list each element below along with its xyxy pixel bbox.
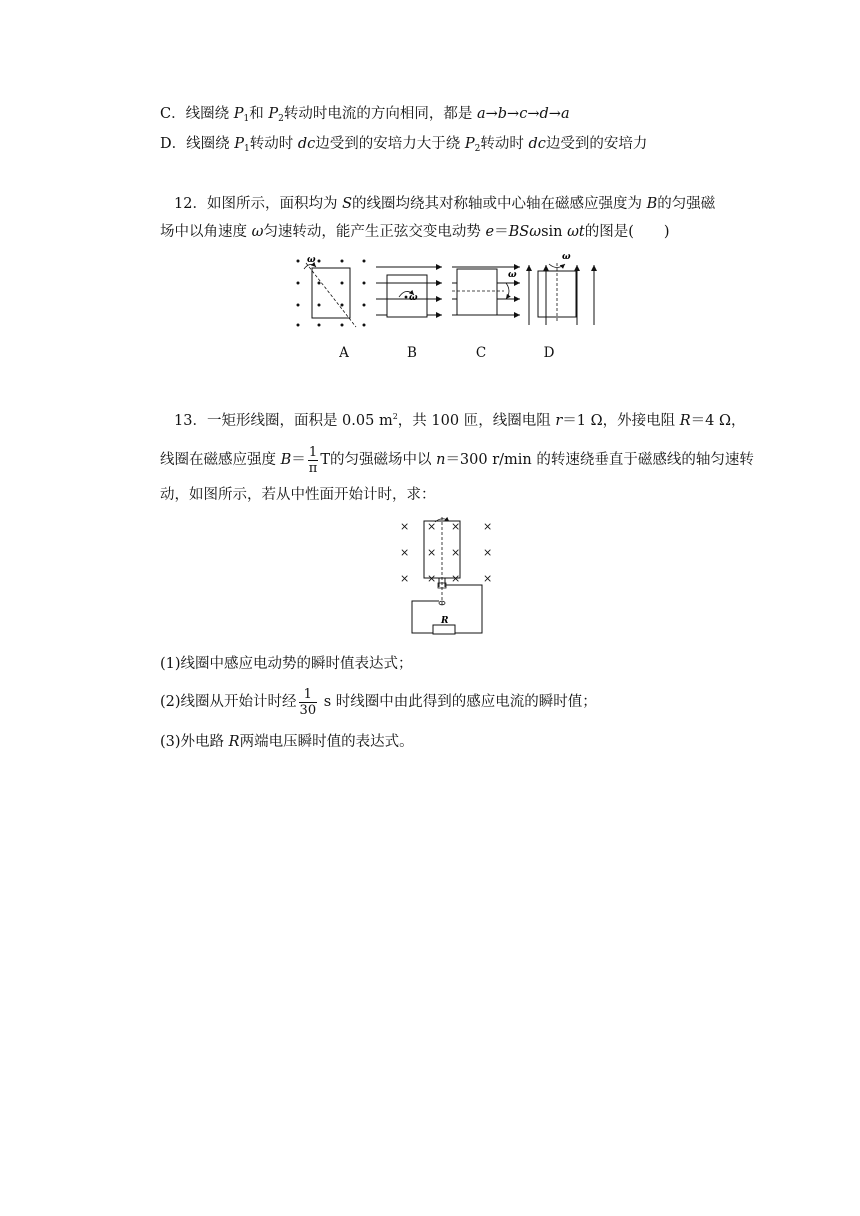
omega-label: ω [508,270,517,280]
diagram-a [297,255,366,327]
q12-text: 的图是( [584,224,634,240]
option-c-mid: 和 [249,106,269,122]
p1-subscript: 1 [244,144,250,154]
diagram-d [529,253,594,325]
q13-text: ＝1 Ω，外接电阻 [562,413,680,429]
path-a: a [476,106,486,122]
q13-sub-2 [160,682,597,722]
symbol-n: n [436,452,446,468]
formula-omega-t: ωt [567,224,585,240]
q13-text: 线圈在磁感应强度 [160,452,281,468]
q13-text: s 时线圈中由此得到的感应电流的瞬时值； [319,694,597,710]
path-d: d [539,106,549,122]
q13-text: (2)线圈从开始计时经 [160,694,297,710]
q13-text: ，共 100 匝，线圈电阻 [397,413,556,429]
field-cross: × [427,520,437,533]
omega-label: ω [307,255,316,265]
symbol-R: R [228,734,240,750]
dc-symbol: dc [297,136,316,152]
q12-line-2 [160,222,670,242]
option-d-text-1: 转动时 [249,136,298,152]
symbol-omega: ω [251,224,264,240]
fraction-numerator: 1 [308,444,318,460]
path-end: a [560,106,570,122]
field-cross: × [400,520,410,533]
diagram-c [452,267,520,315]
p2-symbol: P [464,136,475,152]
arrow-icon: → [548,106,561,122]
omega-label: ω [409,293,418,303]
field-cross: × [427,546,437,559]
diagram-b [376,267,442,317]
resistor-label: R [441,616,449,626]
dc-symbol: dc [528,136,546,152]
figure-label-b: B [407,345,417,361]
unit-tesla: T [320,452,330,468]
formula-bs-omega: BSω [508,224,542,240]
arrow-icon: → [527,106,540,122]
symbol-b: B [280,452,292,468]
q13-text: 13．一矩形线圈，面积是 0.05 m [174,413,393,429]
p1-subscript: 1 [243,114,250,124]
q13-figure [395,515,505,640]
q13-text: ＝300 r/min 的转速绕垂直于磁感线的轴匀速转 [445,452,754,468]
path-c: c [519,106,528,122]
symbol-s: S [342,196,352,212]
arrow-icon: → [485,106,498,122]
option-d-text-3: 转动时 [480,136,529,152]
option-d-prefix: D．线圈绕 [160,136,235,152]
option-c [160,104,570,129]
q12-text: 的匀强磁 [657,196,716,212]
q12-text: ) [663,224,670,240]
fraction-denominator: 30 [299,702,317,718]
symbol-R: R [679,413,691,429]
option-c-suffix: 转动时电流的方向相同，都是 [283,106,477,122]
superscript-2: 2 [392,412,398,421]
p2-subscript: 2 [474,144,481,154]
q13-line-1 [174,407,746,431]
q13-line-3: 动，如图所示，若从中性面开始计时，求： [160,487,436,503]
figure-label-c: C [475,345,487,361]
fraction-one-over-thirty [299,687,318,718]
fraction-numerator: 1 [299,687,318,703]
arrow-icon: → [507,106,520,122]
fraction-denominator: π [308,460,318,476]
option-c-prefix: C．线圈绕 [160,106,234,122]
p2-symbol: P [268,106,279,122]
field-cross: × [483,520,493,533]
field-cross: × [451,520,461,533]
field-cross: × [400,572,410,585]
symbol-b: B [646,196,658,212]
q13-text: 的匀强磁场中以 [329,452,437,468]
q13-sub-3 [160,732,414,752]
q13-line-2 [160,440,754,480]
field-cross: × [483,572,493,585]
q12-text: 的线圈均绕其对称轴或中心轴在磁感应强度为 [352,196,647,212]
q12-figure [290,253,620,333]
field-cross: × [427,572,437,585]
q12-text: 匀速转动，能产生正弦交变电动势 [263,224,486,240]
q13-sub-1: (1)线圈中感应电动势的瞬时值表达式； [160,656,413,672]
q13-text: ＝4 Ω， [690,413,746,429]
q13-text: (3)外电路 [160,734,229,750]
field-cross: × [451,572,461,585]
formula-eq: ＝ [494,224,509,240]
option-d-text-2: 边受到的安培力大于绕 [315,136,465,152]
formula-e: e [485,224,495,240]
field-cross: × [483,546,493,559]
option-d [160,134,647,159]
p2-subscript: 2 [278,114,284,124]
figure-label-d: D [543,345,555,361]
q12-text: 12．如图所示，面积均为 [174,196,343,212]
q12-line-1 [174,194,715,214]
symbol-r: r [555,413,563,429]
formula-sin: sin [541,224,568,240]
fraction-one-over-pi [308,445,319,476]
option-d-text-4: 边受到的安培力 [545,136,648,152]
q12-text: 场中以角速度 [160,224,252,240]
equals-sign: ＝ [291,452,306,468]
p1-symbol: P [233,106,244,122]
q13-text: 两端电压瞬时值的表达式。 [239,734,414,750]
omega-label: ω [562,253,571,262]
p1-symbol: P [234,136,244,152]
path-b: b [497,106,508,122]
field-cross: × [400,546,410,559]
figure-label-a: A [339,345,349,361]
field-cross: × [451,546,461,559]
